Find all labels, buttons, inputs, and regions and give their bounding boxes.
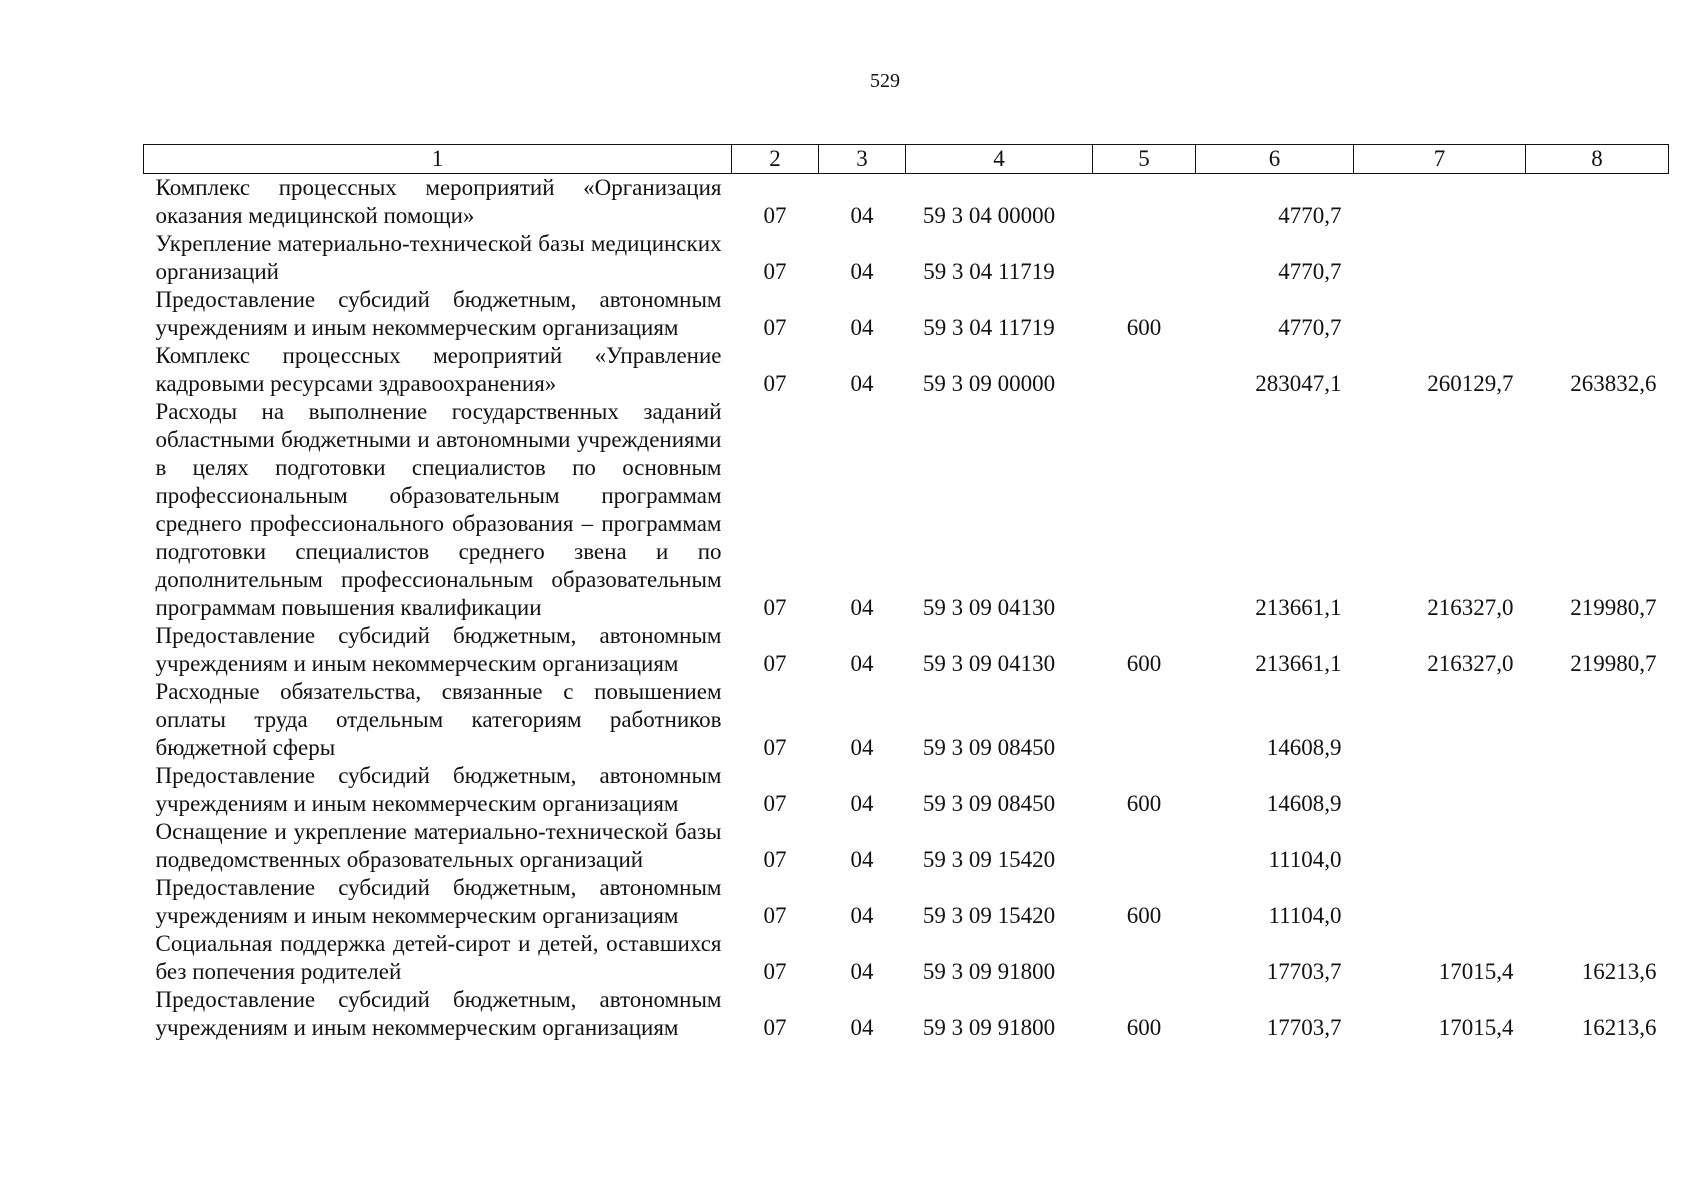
row-amount-year-1: 283047,1 <box>1255 371 1342 396</box>
row-subsection: 04 <box>850 315 874 340</box>
row-subsection: 04 <box>850 791 874 816</box>
row-amount-year-2: 17015,4 <box>1438 1015 1514 1040</box>
row-amount-year-3 <box>1526 818 1669 874</box>
row-amount-year-3: 219980,7 <box>1570 651 1657 676</box>
header-col-3: 3 <box>819 145 906 174</box>
row-amount-year-3 <box>1526 762 1669 818</box>
row-subsection: 04 <box>850 847 874 872</box>
row-expense-type <box>1093 174 1196 231</box>
row-section: 07 <box>763 959 787 984</box>
row-target-article: 59 3 09 91800 <box>922 1015 1056 1040</box>
row-amount-year-1: 14608,9 <box>1266 791 1342 816</box>
table-row <box>144 874 1669 930</box>
row-section: 07 <box>763 203 787 228</box>
row-target-article: 59 3 09 08450 <box>922 791 1056 816</box>
row-section: 07 <box>763 791 787 816</box>
row-amount-year-3 <box>1526 874 1669 930</box>
header-col-4: 4 <box>906 145 1093 174</box>
table-row <box>144 930 1669 986</box>
row-expense-type <box>1093 678 1196 762</box>
row-amount-year-3 <box>1526 678 1669 762</box>
row-amount-year-2 <box>1354 818 1526 874</box>
row-name: Предоставление субсидий бюджетным, автономным учреждениям и иным некоммерческим организациям <box>155 875 722 928</box>
header-col-8: 8 <box>1526 145 1669 174</box>
row-section: 07 <box>763 903 787 928</box>
row-name: Предоставление субсидий бюджетным, автономным учреждениям и иным некоммерческим организациям <box>155 623 722 676</box>
row-expense-type: 600 <box>1126 315 1162 340</box>
row-name: Расходные обязательства, связанные с повышением оплаты труда отдельным категориям работников бюджетной сферы <box>155 679 722 760</box>
row-section: 07 <box>763 735 787 760</box>
row-target-article: 59 3 09 04130 <box>922 595 1056 620</box>
table-row <box>144 174 1669 231</box>
row-amount-year-2 <box>1354 874 1526 930</box>
table-row <box>144 818 1669 874</box>
row-expense-type <box>1093 398 1196 622</box>
row-amount-year-3 <box>1526 174 1669 231</box>
row-subsection: 04 <box>850 735 874 760</box>
row-section: 07 <box>763 847 787 872</box>
row-amount-year-3: 16213,6 <box>1581 959 1657 984</box>
row-amount-year-2: 216327,0 <box>1427 651 1514 676</box>
row-amount-year-3: 263832,6 <box>1570 371 1657 396</box>
row-section: 07 <box>763 651 787 676</box>
row-target-article: 59 3 09 00000 <box>922 371 1056 396</box>
row-amount-year-1: 4770,7 <box>1278 259 1342 284</box>
row-name: Расходы на выполнение государственных заданий областными бюджетными и автономными учреждениями в целях подготовки специалистов по основным профессиональным образовательным программам среднего профессионального образования – программам подготовки специалистов среднего звена и по дополнительным профессиональным образовательным программам повышения квалификации <box>155 399 722 620</box>
header-col-5: 5 <box>1093 145 1196 174</box>
row-amount-year-1: 11104,0 <box>1268 903 1342 928</box>
budget-table <box>143 144 1669 1042</box>
row-name: Предоставление субсидий бюджетным, автономным учреждениям и иным некоммерческим организациям <box>155 287 722 340</box>
row-amount-year-2: 216327,0 <box>1427 595 1514 620</box>
row-expense-type <box>1093 818 1196 874</box>
row-expense-type: 600 <box>1126 791 1162 816</box>
row-subsection: 04 <box>850 203 874 228</box>
row-amount-year-1: 213661,1 <box>1255 595 1342 620</box>
row-amount-year-3 <box>1526 230 1669 286</box>
row-expense-type: 600 <box>1126 903 1162 928</box>
row-amount-year-1: 17703,7 <box>1266 959 1342 984</box>
row-name: Предоставление субсидий бюджетным, автономным учреждениям и иным некоммерческим организациям <box>155 987 722 1040</box>
row-target-article: 59 3 04 00000 <box>922 203 1056 228</box>
row-section: 07 <box>763 1015 787 1040</box>
table-row <box>144 286 1669 342</box>
header-col-2: 2 <box>732 145 819 174</box>
row-expense-type: 600 <box>1126 651 1162 676</box>
table-row <box>144 622 1669 678</box>
row-amount-year-1: 4770,7 <box>1278 203 1342 228</box>
row-amount-year-2: 17015,4 <box>1438 959 1514 984</box>
row-amount-year-2 <box>1354 678 1526 762</box>
row-amount-year-1: 14608,9 <box>1266 735 1342 760</box>
row-amount-year-3: 219980,7 <box>1570 595 1657 620</box>
row-name: Социальная поддержка детей-сирот и детей, оставшихся без попечения родителей <box>155 931 722 984</box>
table-body <box>144 174 1669 1043</box>
row-section: 07 <box>763 259 787 284</box>
row-target-article: 59 3 09 15420 <box>922 903 1056 928</box>
row-expense-type <box>1093 230 1196 286</box>
row-name: Предоставление субсидий бюджетным, автономным учреждениям и иным некоммерческим организациям <box>155 763 722 816</box>
table-row <box>144 678 1669 762</box>
row-subsection: 04 <box>850 595 874 620</box>
row-amount-year-2 <box>1354 286 1526 342</box>
row-name: Укрепление материально-технической базы медицинских организаций <box>155 231 722 284</box>
row-target-article: 59 3 09 15420 <box>922 847 1056 872</box>
row-section: 07 <box>763 595 787 620</box>
row-name: Комплекс процессных мероприятий «Управление кадровыми ресурсами здравоохранения» <box>155 343 722 396</box>
row-amount-year-1: 4770,7 <box>1278 315 1342 340</box>
row-expense-type <box>1093 342 1196 398</box>
row-name: Оснащение и укрепление материально-технической базы подведомственных образовательных организаций <box>155 819 722 872</box>
row-subsection: 04 <box>850 371 874 396</box>
header-col-7: 7 <box>1354 145 1526 174</box>
table-row <box>144 398 1669 622</box>
row-amount-year-1: 17703,7 <box>1266 1015 1342 1040</box>
header-col-1: 1 <box>144 145 732 174</box>
row-target-article: 59 3 04 11719 <box>923 315 1055 340</box>
row-amount-year-1: 213661,1 <box>1255 651 1342 676</box>
row-amount-year-3 <box>1526 286 1669 342</box>
page-number: 529 <box>870 70 900 92</box>
row-target-article: 59 3 09 91800 <box>922 959 1056 984</box>
row-section: 07 <box>763 315 787 340</box>
row-target-article: 59 3 09 04130 <box>922 651 1056 676</box>
row-amount-year-2 <box>1354 230 1526 286</box>
row-target-article: 59 3 04 11719 <box>923 259 1055 284</box>
row-subsection: 04 <box>850 259 874 284</box>
row-name: Комплекс процессных мероприятий «Организация оказания медицинской помощи» <box>155 175 722 228</box>
row-subsection: 04 <box>850 959 874 984</box>
row-target-article: 59 3 09 08450 <box>922 735 1056 760</box>
row-amount-year-3: 16213,6 <box>1581 1015 1657 1040</box>
row-amount-year-1: 11104,0 <box>1268 847 1342 872</box>
row-amount-year-2 <box>1354 762 1526 818</box>
row-subsection: 04 <box>850 1015 874 1040</box>
header-row <box>144 145 1669 174</box>
header-col-6: 6 <box>1196 145 1354 174</box>
row-expense-type: 600 <box>1126 1015 1162 1040</box>
table-row <box>144 342 1669 398</box>
row-amount-year-2: 260129,7 <box>1427 371 1514 396</box>
row-subsection: 04 <box>850 651 874 676</box>
table-row <box>144 986 1669 1042</box>
table-row <box>144 230 1669 286</box>
row-expense-type <box>1093 930 1196 986</box>
table-row <box>144 762 1669 818</box>
row-section: 07 <box>763 371 787 396</box>
table-header <box>144 145 1669 174</box>
row-subsection: 04 <box>850 903 874 928</box>
row-amount-year-2 <box>1354 174 1526 231</box>
